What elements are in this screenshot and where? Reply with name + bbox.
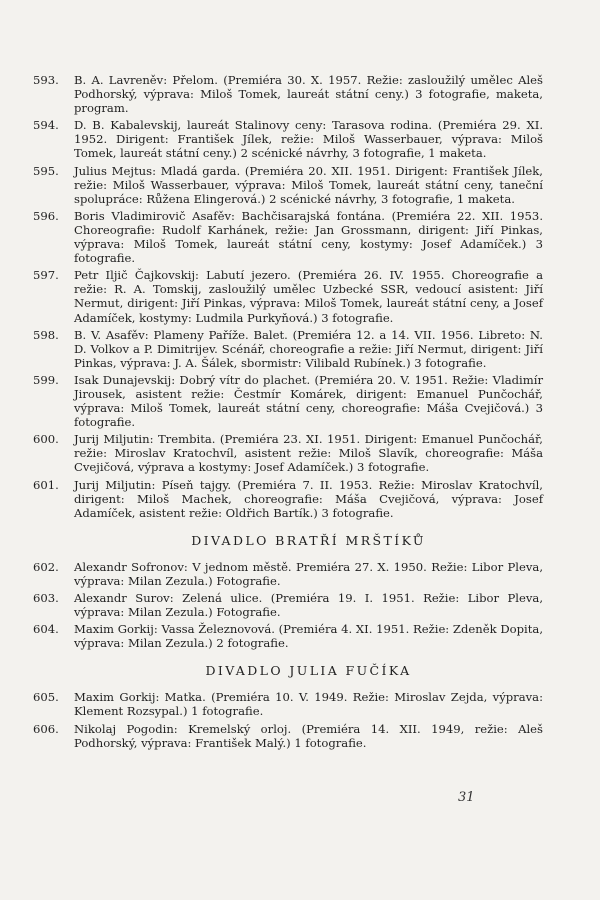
entry-text: B. V. Asafěv: Plameny Paříže. Balet. (Premiéra 12. a 14. VII. 1956. Libreto: N. D. Volkov a P. Dimitrijev. Scénář, choreografie a režie: Jiří Nermut, dirigent: Jiří Pinkas, výprava: J. A. Šálek, sbormistr: Vilibald Rubínek.) 3 fotografie. [74, 327, 543, 370]
entry-text: D. B. Kabalevskij, laureát Stalinovy ceny: Tarasova rodina. (Premiéra 29. XI. 1952. Dirigent: František Jílek, režie: Miloš Wasserbauer, výprava: Miloš Tomek, laureát státní ceny.) 2 scénické návrhy, 3 fotografie, 1 maketa. [74, 118, 543, 161]
entry-number: 595. [33, 163, 59, 178]
catalog-entries [33, 73, 543, 753]
catalog-entry [33, 164, 543, 206]
section-heading: DIVADLO BRATŘÍ MRŠTÍKŮ [191, 532, 426, 548]
entry-number: 601. [33, 477, 59, 492]
section-heading: DIVADLO JULIA FUČÍKA [205, 663, 412, 679]
catalog-entry [33, 722, 543, 750]
entry-text: Isak Dunajevskij: Dobrý vítr do plachet. (Premiéra 20. V. 1951. Režie: Vladimír Jirousek, asistent režie: Čestmír Komárek, dirigent: Emanuel Punčochář, výprava: Miloš Tomek, laureát státní ceny, choreografie: Máša Cvejičová.) 3 fotografie. [74, 372, 543, 430]
entry-number: 602. [33, 559, 59, 574]
catalog-entry [33, 591, 543, 619]
entry-number: 598. [33, 327, 59, 342]
page-number: 31 [458, 790, 475, 805]
entry-number: 605. [33, 690, 59, 705]
entry-text: Jurij Miljutin: Píseň tajgy. (Premiéra 7. II. 1953. Režie: Miroslav Kratochvíl, dirigent: Miloš Machek, choreografie: Máša Cvejičová, výprava: Josef Adamíček, asistent režie: Oldřich Bartík.) 3 fotografie. [74, 477, 543, 520]
entry-number: 593. [33, 73, 59, 87]
entry-number: 599. [33, 372, 59, 387]
catalog-entry [33, 328, 543, 370]
catalog-entry [33, 432, 543, 474]
entry-text: B. A. Lavreněv: Přelom. (Premiéra 30. X. 1957. Režie: zasloužilý umělec Aleš Podhorský, výprava: Miloš Tomek, laureát státní ceny.) 3 fotografie, maketa, program. [74, 73, 543, 116]
entry-text: Alexandr Sofronov: V jednom městě. Premiéra 27. X. 1950. Režie: Libor Pleva, výprava: Milan Zezula.) Fotografie. [74, 559, 543, 588]
catalog-entry [33, 690, 543, 718]
entry-number: 597. [33, 268, 59, 283]
entry-number: 603. [33, 591, 59, 605]
entry-number: 594. [33, 118, 59, 133]
entry-text: Maxim Gorkij: Vassa Železnovová. (Premiéra 4. XI. 1951. Režie: Zdeněk Dopita, výprava: Milan Zezula.) 2 fotografie. [74, 622, 543, 651]
catalog-entry [33, 209, 543, 265]
entry-text: Nikolaj Pogodin: Kremelský orloj. (Premiéra 14. XII. 1949, režie: Aleš Podhorský, výprava: František Malý.) 1 fotografie. [74, 721, 543, 750]
entry-text: Boris Vladimirovič Asafěv: Bachčisarajská fontána. (Premiéra 22. XII. 1953. Choreografie: Rudolf Karhánek, režie: Jan Grossmann, dirigent: Jiří Pinkas, výprava: Miloš Tomek, laureát státní ceny, kostymy: Josef Adamíček.) 3 fotografie. [74, 208, 543, 266]
catalog-entry [33, 478, 543, 520]
entry-text: Jurij Miljutin: Trembita. (Premiéra 23. XI. 1951. Dirigent: Emanuel Punčochář, režie: Miroslav Kratochvíl, asistent režie: Miloš Slavík, choreografie: Máša Cvejičová, výprava a kostymy: Josef Adamíček.) 3 fotografie. [74, 432, 543, 475]
entry-text: Julius Mejtus: Mladá garda. (Premiéra 20. XII. 1951. Dirigent: František Jílek, režie: Miloš Wasserbauer, výprava: Miloš Tomek, laureát státní ceny, taneční spolupráce: Růžena Elingerová.) 2 scénické návrhy, 3 fotografie, 1 maketa. [74, 163, 543, 206]
catalog-entry [33, 118, 543, 160]
catalog-entry [33, 268, 543, 324]
entry-text: Alexandr Surov: Zelená ulice. (Premiéra 19. I. 1951. Režie: Libor Pleva, výprava: Milan Zezula.) Fotografie. [74, 591, 543, 620]
catalog-entry [33, 622, 543, 650]
entry-number: 604. [33, 622, 59, 637]
entry-number: 600. [33, 432, 59, 447]
catalog-entry [33, 373, 543, 429]
catalog-entry [33, 73, 543, 115]
entry-number: 606. [33, 721, 59, 736]
entry-text: Maxim Gorkij: Matka. (Premiéra 10. V. 1949. Režie: Miroslav Zejda, výprava: Klement Rozsypal.) 1 fotografie. [74, 690, 543, 719]
entry-number: 596. [33, 208, 59, 223]
catalog-entry [33, 560, 543, 588]
entry-text: Petr Iljič Čajkovskij: Labutí jezero. (Premiéra 26. IV. 1955. Choreografie a režie: R. A. Tomskij, zasloužilý umělec Uzbecké SSR, vedoucí asistent: Jiří Nermut, dirigent: Jiří Pinkas, výprava: Miloš Tomek, laureát státní ceny, a Josef Adamíček, kostymy: Ludmila Purkyňová.) 3 fotografie. [74, 268, 543, 325]
